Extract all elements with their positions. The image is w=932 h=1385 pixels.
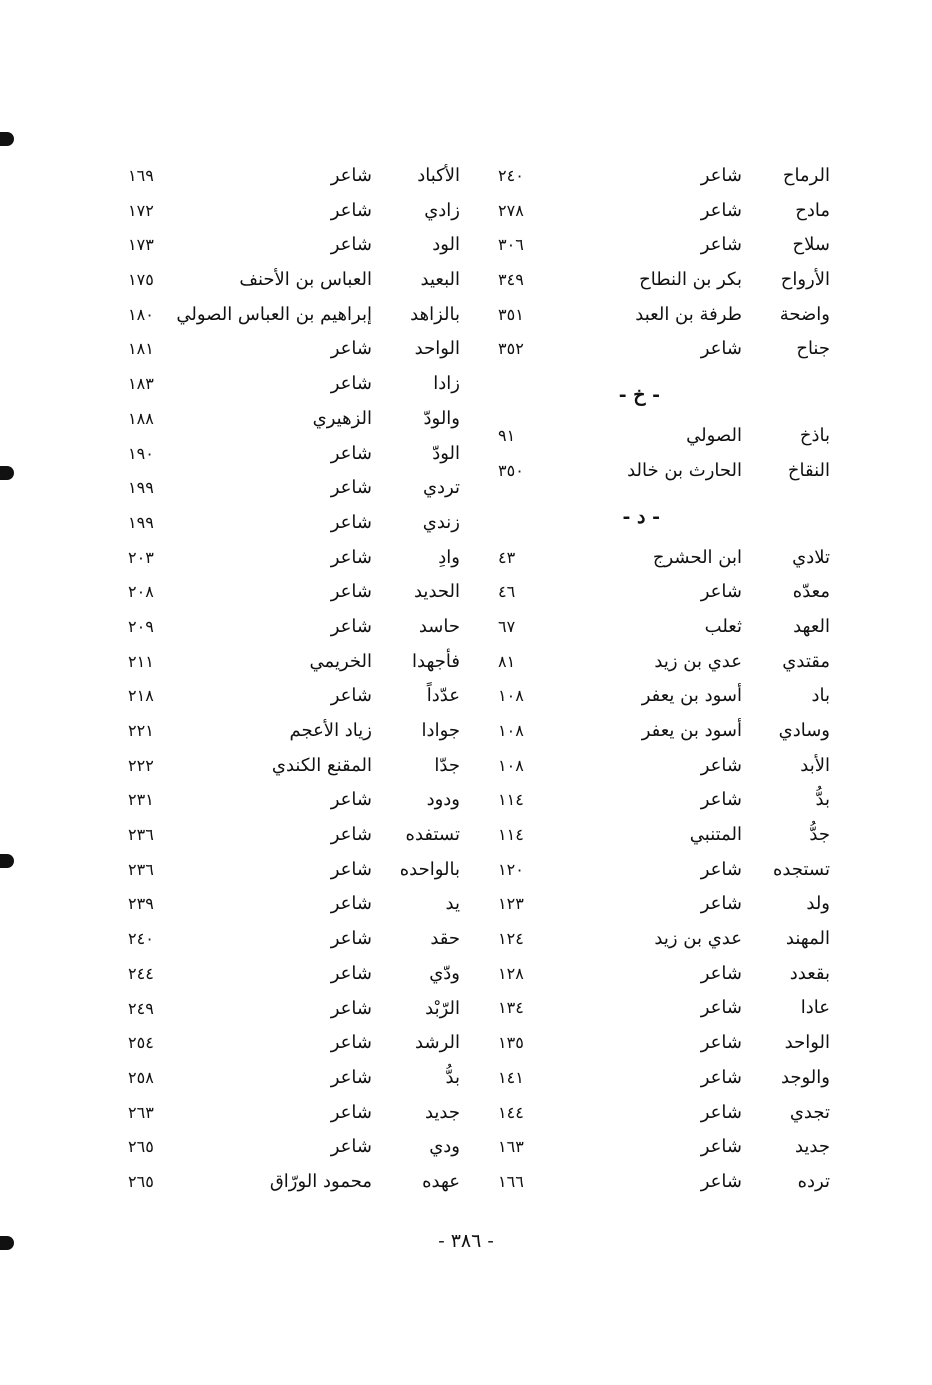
poet-name: الحارث بن خالد	[627, 459, 742, 481]
rhyme-word: مادح	[795, 199, 830, 221]
page-reference: ١٧٢	[128, 200, 154, 220]
rhyme-word: تجدي	[789, 1101, 830, 1123]
poet-name: شاعر	[330, 165, 372, 186]
index-entry	[120, 472, 460, 507]
index-entry	[120, 1131, 460, 1166]
page-reference: ٢٢١	[128, 721, 154, 740]
rhyme-word: عادا	[800, 997, 830, 1019]
page-reference: ١٩٩	[128, 478, 154, 498]
page-reference: ١٣٥	[498, 1033, 524, 1053]
rhyme-word: الرّبْد	[425, 997, 460, 1019]
index-entry	[490, 299, 830, 334]
page-reference: ١٠٨	[498, 686, 524, 706]
rhyme-word: حقد	[430, 928, 460, 950]
index-entry	[490, 542, 830, 577]
poet-name: شاعر	[330, 858, 372, 880]
rhyme-word: فأجهدا	[412, 650, 460, 672]
rhyme-word: زادا	[433, 373, 460, 395]
index-entry	[490, 1097, 830, 1132]
rhyme-word: جديد	[424, 1101, 460, 1123]
poet-name: شاعر	[700, 962, 742, 984]
scan-margin-mark	[0, 466, 14, 480]
page-reference: ٢٠٨	[128, 582, 154, 602]
index-entry	[120, 576, 460, 611]
page-reference: ٣٥٢	[498, 339, 524, 359]
rhyme-word: الحديد	[413, 581, 460, 603]
poet-name: شاعر	[330, 962, 372, 984]
poet-name: شاعر	[700, 1101, 742, 1123]
page-reference: ١٨٣	[128, 374, 154, 394]
rhyme-word: الودّ	[432, 442, 460, 464]
poet-name: شاعر	[330, 477, 372, 499]
index-entry	[120, 368, 460, 403]
section-heading-text: - خ -	[618, 384, 660, 407]
poet-name: شاعر	[330, 1032, 372, 1054]
page-reference: ١٢٨	[498, 963, 524, 983]
rhyme-word: باد	[811, 685, 830, 707]
rhyme-word: ودي	[429, 1136, 460, 1158]
poet-name: أسود بن يعفر	[641, 719, 742, 741]
poet-name: شاعر	[700, 1066, 742, 1088]
index-entry	[490, 1062, 830, 1097]
page-reference: ٢٦٥	[128, 1171, 154, 1191]
poet-name: زياد الأعجم	[289, 720, 372, 741]
poet-name: شاعر	[330, 1066, 372, 1088]
page-reference: ١٧٥	[128, 270, 154, 290]
rhyme-word: وادِ	[438, 546, 460, 568]
poet-name: إبراهيم بن العباس الصولي	[176, 303, 372, 325]
page-reference: ٢٠٩	[128, 616, 154, 636]
index-entry	[490, 420, 830, 455]
rhyme-word: الرماح	[782, 165, 830, 186]
page-reference: ١٩٠	[128, 443, 154, 463]
rhyme-word: بقعدد	[789, 962, 830, 984]
page-reference: ٢٧٨	[498, 200, 524, 220]
page-number: - ٣٨٦ -	[438, 1230, 494, 1252]
page-reference: ٢٦٣	[128, 1102, 154, 1122]
poet-name: شاعر	[330, 1101, 372, 1123]
rhyme-word: والودّ	[423, 407, 460, 429]
rhyme-word: الأبد	[800, 754, 830, 776]
page-reference: ١٢٤	[498, 929, 524, 949]
poet-name: شاعر	[330, 928, 372, 950]
rhyme-word: حاسد	[418, 615, 460, 637]
rhyme-word: جناح	[796, 338, 830, 360]
index-entry	[490, 958, 830, 993]
rhyme-word: البعيد	[420, 269, 460, 291]
index-entry	[120, 993, 460, 1028]
poet-name: شاعر	[330, 199, 372, 221]
index-column-right	[490, 160, 830, 1201]
index-entry	[120, 680, 460, 715]
poet-name: أسود بن يعفر	[641, 685, 742, 707]
index-entry	[120, 958, 460, 993]
index-entry	[490, 1166, 830, 1201]
rhyme-word: الود	[432, 234, 460, 256]
rhyme-word: باذخ	[799, 425, 830, 447]
rhyme-word: جديد	[794, 1136, 830, 1158]
index-entry	[120, 160, 460, 195]
page-reference: ٢٤٤	[128, 963, 154, 983]
poet-name: الخريمي	[309, 650, 372, 672]
poet-name: الصولي	[686, 425, 742, 447]
poet-name: ثعلب	[704, 615, 742, 637]
index-entry	[120, 438, 460, 473]
index-entry	[120, 1027, 460, 1062]
index-entry	[490, 750, 830, 785]
index-entry	[490, 646, 830, 681]
poet-name: العباس بن الأحنف	[239, 269, 372, 291]
rhyme-word: سلاح	[792, 234, 830, 256]
page-reference: ٢٤٠	[498, 166, 524, 185]
rhyme-word: بالواحده	[399, 858, 460, 880]
index-entry	[490, 160, 830, 195]
index-entry	[120, 333, 460, 368]
page-reference: ١٦٣	[498, 1137, 524, 1157]
index-entry	[120, 819, 460, 854]
scan-margin-mark	[0, 132, 14, 146]
page-reference: ٢٥٤	[128, 1033, 154, 1053]
page-reference: ٢٣٦	[128, 825, 154, 845]
rhyme-word: الأكباد	[417, 165, 460, 186]
poet-name: شاعر	[700, 338, 742, 360]
index-entry	[120, 1166, 460, 1201]
poet-name: شاعر	[700, 789, 742, 811]
page-reference: ١٨٠	[128, 304, 154, 324]
poet-name: شاعر	[700, 754, 742, 776]
rhyme-word: يد	[445, 893, 460, 915]
index-entry	[120, 542, 460, 577]
poet-name: شاعر	[330, 511, 372, 533]
rhyme-word: ولد	[806, 893, 830, 915]
page-reference: ٣٠٦	[498, 235, 524, 255]
rhyme-word: تلادي	[792, 546, 830, 568]
page-reference: ٢٤٠	[128, 929, 154, 949]
poet-name: شاعر	[700, 1032, 742, 1054]
rhyme-word: بدُّ	[815, 789, 830, 811]
index-entry	[490, 854, 830, 889]
rhyme-word: ترده	[797, 1170, 830, 1192]
poet-name: شاعر	[330, 1136, 372, 1158]
page-reference: ١١٤	[498, 825, 524, 844]
page-reference: ٢٤٩	[128, 998, 154, 1018]
section-heading	[490, 490, 830, 542]
index-entry	[490, 819, 830, 854]
poet-name: شاعر	[330, 442, 372, 464]
page-reference: ٢٣٦	[128, 859, 154, 879]
rhyme-word: جوادا	[421, 720, 460, 741]
page-reference: ١٢٠	[498, 859, 524, 879]
poet-name: شاعر	[330, 893, 372, 915]
page-reference: ١٨١	[128, 339, 154, 359]
page-reference: ١٤٤	[498, 1102, 524, 1122]
poet-name: شاعر	[330, 581, 372, 603]
poet-name: شاعر	[330, 373, 372, 395]
rhyme-word: بالزاهد	[410, 303, 460, 325]
rhyme-word: الرشد	[415, 1032, 460, 1054]
index-entry	[490, 333, 830, 368]
page-reference: ٨١	[498, 651, 516, 671]
poet-name: شاعر	[330, 615, 372, 637]
rhyme-word: زادي	[424, 199, 460, 221]
index-entry	[120, 299, 460, 334]
index-entry	[490, 195, 830, 230]
rhyme-word: الأرواح	[780, 269, 830, 291]
index-entry	[490, 888, 830, 923]
rhyme-word: النقاخ	[787, 459, 830, 481]
page-reference: ٣٤٩	[498, 270, 524, 290]
poet-name: شاعر	[330, 824, 372, 846]
page-reference: ١٨٨	[128, 408, 154, 428]
index-entry	[490, 1131, 830, 1166]
rhyme-word: معدّه	[792, 581, 830, 603]
section-heading	[490, 368, 830, 420]
page-reference: ١٦٦	[498, 1171, 524, 1191]
page-reference: ٢١١	[128, 651, 154, 671]
rhyme-word: واضحة	[779, 303, 830, 325]
page-reference: ١٠٨	[498, 755, 524, 775]
poet-name: محمود الورّاق	[269, 1170, 372, 1192]
poet-name: شاعر	[700, 199, 742, 221]
poet-name: شاعر	[330, 234, 372, 256]
poet-name: شاعر	[700, 581, 742, 603]
rhyme-word: الواحد	[414, 338, 460, 360]
index-entry	[120, 750, 460, 785]
index-entry	[490, 576, 830, 611]
index-entry	[120, 1097, 460, 1132]
poet-name: الزهيري	[312, 407, 372, 429]
poet-name: شاعر	[700, 893, 742, 915]
index-entry	[120, 715, 460, 750]
poet-name: عدي بن زيد	[654, 650, 742, 672]
index-entry	[490, 455, 830, 490]
page-reference: ١٣٤	[498, 998, 524, 1018]
poet-name: شاعر	[700, 997, 742, 1019]
rhyme-word: مقتدي	[782, 650, 830, 672]
rhyme-word: والوجد	[780, 1066, 830, 1088]
index-entry	[120, 1062, 460, 1097]
index-entry	[120, 507, 460, 542]
index-entry	[120, 229, 460, 264]
rhyme-word: المهند	[785, 928, 830, 950]
rhyme-word: عدّداً	[426, 685, 460, 707]
page-reference: ٢٥٨	[128, 1067, 154, 1087]
index-entry	[120, 646, 460, 681]
poet-name: شاعر	[700, 1170, 742, 1192]
index-entry	[120, 784, 460, 819]
index-entry	[490, 229, 830, 264]
rhyme-word: العهد	[793, 615, 830, 637]
page-reference: ٢٠٣	[128, 547, 154, 567]
index-entry	[490, 992, 830, 1027]
index-entry	[490, 611, 830, 646]
rhyme-word: عهده	[422, 1170, 460, 1192]
index-entry	[120, 611, 460, 646]
page-reference: ١٦٩	[128, 166, 154, 185]
rhyme-word: تستجده	[773, 858, 830, 880]
index-entry	[490, 784, 830, 819]
poet-name: شاعر	[700, 234, 742, 256]
rhyme-word: زندي	[422, 511, 460, 533]
poet-name: شاعر	[330, 997, 372, 1019]
page-reference: ٢٢٢	[128, 755, 154, 775]
index-entry	[490, 923, 830, 958]
rhyme-word: جدُّ	[809, 824, 830, 845]
page-reference: ٢٣١	[128, 790, 154, 810]
index-entry	[490, 715, 830, 750]
poet-name: شاعر	[330, 789, 372, 811]
page-reference: ١٠٨	[498, 720, 524, 740]
poet-name: طرفة بن العبد	[635, 303, 742, 325]
rhyme-word: بدُّ	[445, 1066, 460, 1088]
section-heading-text: - د -	[622, 505, 660, 528]
rhyme-word: ودود	[426, 789, 460, 811]
rhyme-word: جدّا	[434, 754, 460, 776]
page-reference: ١١٤	[498, 790, 524, 810]
page-reference: ١٢٣	[498, 894, 524, 914]
index-entry	[120, 854, 460, 889]
index-entry	[490, 1027, 830, 1062]
rhyme-word: وسادي	[778, 719, 830, 741]
index-entry	[120, 403, 460, 438]
page-reference: ٣٥١	[498, 304, 524, 324]
poet-name: المتنبي	[689, 824, 742, 845]
index-entry	[490, 680, 830, 715]
poet-name: شاعر	[330, 685, 372, 707]
index-entry	[120, 264, 460, 299]
poet-name: ابن الحشرج	[652, 546, 742, 568]
poet-name: عدي بن زيد	[654, 928, 742, 950]
index-column-left	[120, 160, 460, 1201]
page-reference: ١٤١	[498, 1067, 524, 1087]
poet-name: شاعر	[330, 338, 372, 360]
page-reference: ١٧٣	[128, 235, 154, 255]
scan-margin-mark	[0, 854, 14, 868]
index-entry	[120, 923, 460, 958]
index-entry	[120, 195, 460, 230]
poet-name: شاعر	[330, 546, 372, 568]
poet-name: شاعر	[700, 858, 742, 880]
rhyme-word: تستفده	[405, 824, 460, 846]
rhyme-word: ودّي	[429, 962, 460, 984]
index-entry	[490, 264, 830, 299]
page-reference: ٣٥٠	[498, 460, 524, 480]
poet-name: شاعر	[700, 1136, 742, 1158]
rhyme-word: الواحد	[784, 1032, 830, 1054]
poet-name: بكر بن النطاح	[639, 269, 742, 291]
poet-name: المقنع الكندي	[271, 754, 372, 776]
page-reference: ٤٦	[498, 582, 516, 602]
page-reference: ١٩٩	[128, 512, 154, 532]
page-reference: ٦٧	[498, 616, 516, 636]
page-reference: ٢٦٥	[128, 1137, 154, 1157]
page-reference: ٩١	[498, 426, 516, 446]
page-reference: ٢٣٩	[128, 894, 154, 914]
rhyme-word: تردي	[422, 477, 460, 499]
index-entry	[120, 888, 460, 923]
poet-name: شاعر	[700, 165, 742, 186]
page-reference: ٢١٨	[128, 686, 154, 706]
page-reference: ٤٣	[498, 547, 516, 567]
